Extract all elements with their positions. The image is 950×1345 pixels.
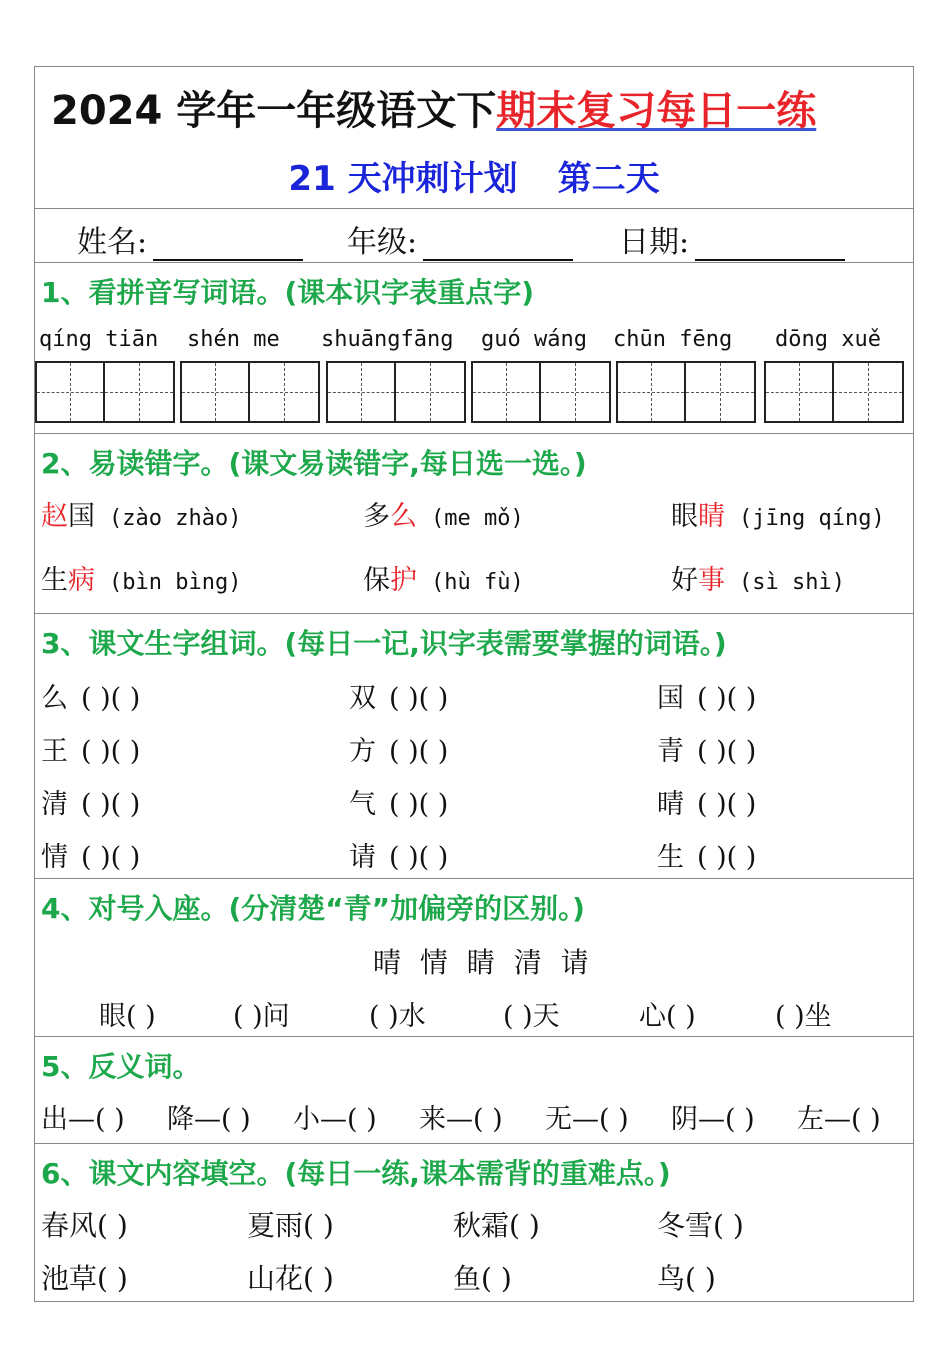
writing-grid[interactable] <box>326 361 466 423</box>
writing-grid[interactable] <box>616 361 756 423</box>
misread-item[interactable] <box>363 494 524 533</box>
question-4 <box>35 879 913 1037</box>
option-chars: 晴 情 睛 清 请 <box>373 946 589 979</box>
word-building-item[interactable] <box>349 729 448 768</box>
answer-blanks[interactable]: ( )( ) <box>81 736 141 767</box>
char: 请 <box>349 842 376 873</box>
subtitle-day: 第二天 <box>557 159 660 199</box>
char: 青 <box>657 736 684 767</box>
answer-blanks[interactable]: ( )( ) <box>81 683 141 714</box>
word-building-item[interactable] <box>41 676 140 715</box>
answer-blanks[interactable]: ( )( ) <box>81 789 141 820</box>
pinyin-choices: (jīng qíng) <box>739 506 885 531</box>
match-blank[interactable]: ( )水 <box>369 1001 426 1032</box>
answer-blanks[interactable]: ( )( ) <box>697 789 757 820</box>
misread-item[interactable] <box>671 494 885 533</box>
writing-grid[interactable] <box>180 361 320 423</box>
question-6 <box>35 1144 913 1303</box>
answer-blanks[interactable]: ( )( ) <box>697 736 757 767</box>
pinyin-label: shuāngfāng <box>321 327 454 352</box>
answer-blanks[interactable]: ( )( ) <box>697 842 757 873</box>
word-building-item[interactable] <box>349 676 448 715</box>
q1-heading: 1、看拼音写词语。(课本识字表重点字) <box>41 276 535 309</box>
date-label: 日期: <box>619 225 690 260</box>
worksheet-title <box>51 79 816 136</box>
fill-blank[interactable]: 山花( ) <box>247 1262 334 1295</box>
misread-item[interactable] <box>41 494 241 533</box>
antonym-blank[interactable]: 出—( ) <box>41 1104 125 1135</box>
name-blank[interactable] <box>153 233 303 261</box>
question-3 <box>35 614 913 879</box>
char: 国 <box>68 501 95 532</box>
pinyin-label: chūn fēng <box>613 327 733 352</box>
antonym-blank[interactable]: 无—( ) <box>545 1104 629 1135</box>
writing-grid[interactable] <box>35 361 175 423</box>
pinyin-label: shén me <box>187 327 280 352</box>
antonym-blank[interactable]: 阴—( ) <box>671 1104 755 1135</box>
char: 多 <box>363 501 390 532</box>
writing-grid[interactable] <box>764 361 904 423</box>
char: 方 <box>349 736 376 767</box>
grade-label: 年级: <box>347 225 418 260</box>
highlight-char: 赵 <box>41 501 68 532</box>
name-label: 姓名: <box>77 225 148 260</box>
q5-heading: 5、反义词。 <box>41 1050 201 1083</box>
char: 晴 <box>657 789 684 820</box>
word-building-item[interactable] <box>349 782 448 821</box>
word-building-item[interactable] <box>657 782 756 821</box>
q6-heading: 6、课文内容填空。(每日一练,课本需背的重难点。) <box>41 1157 671 1190</box>
antonym-blank[interactable]: 小—( ) <box>293 1104 377 1135</box>
word-building-item[interactable] <box>657 729 756 768</box>
question-2 <box>35 434 913 614</box>
answer-blanks[interactable]: ( )( ) <box>697 683 757 714</box>
char: 生 <box>657 842 684 873</box>
worksheet-subtitle <box>35 151 913 200</box>
question-5 <box>35 1037 913 1144</box>
writing-grid[interactable] <box>471 361 611 423</box>
antonym-blank[interactable]: 来—( ) <box>419 1104 503 1135</box>
fill-blank[interactable]: 池草( ) <box>41 1262 128 1295</box>
char: 好 <box>671 565 698 596</box>
q3-heading: 3、课文生字组词。(每日一记,识字表需要掌握的词语。) <box>41 627 727 660</box>
answer-blanks[interactable]: ( )( ) <box>389 736 449 767</box>
pinyin-choices: (hù fù) <box>431 570 524 595</box>
misread-item[interactable] <box>671 558 845 597</box>
highlight-char: 护 <box>390 565 417 596</box>
answer-blanks[interactable]: ( )( ) <box>81 842 141 873</box>
char: 么 <box>41 683 68 714</box>
char: 保 <box>363 565 390 596</box>
char: 国 <box>657 683 684 714</box>
word-building-item[interactable] <box>41 835 140 874</box>
pinyin-choices: (zào zhào) <box>109 506 242 531</box>
pinyin-choices: (me mǒ) <box>431 506 524 531</box>
date-field[interactable] <box>619 217 845 261</box>
char: 双 <box>349 683 376 714</box>
antonym-blank[interactable]: 降—( ) <box>167 1104 251 1135</box>
fill-blank[interactable]: 春风( ) <box>41 1209 128 1242</box>
highlight-char: 事 <box>698 565 725 596</box>
word-building-item[interactable] <box>41 729 140 768</box>
highlight-char: 病 <box>68 565 95 596</box>
word-building-item[interactable] <box>41 782 140 821</box>
pinyin-label: dōng xuě <box>775 327 881 352</box>
subtitle-plan: 21 天冲刺计划 <box>288 159 518 199</box>
title-black: 2024 学年一年级语文下 <box>51 88 497 134</box>
worksheet <box>34 66 914 1302</box>
grade-blank[interactable] <box>423 233 573 261</box>
fill-blank[interactable]: 夏雨( ) <box>247 1209 334 1242</box>
pinyin-label: qíng tiān <box>39 327 159 352</box>
char: 生 <box>41 565 68 596</box>
date-blank[interactable] <box>695 233 845 261</box>
match-blank[interactable]: ( )天 <box>503 1001 560 1032</box>
name-field[interactable] <box>77 217 303 261</box>
fill-blank[interactable]: 鸟( ) <box>657 1262 716 1295</box>
q2-heading: 2、易读错字。(课文易读错字,每日选一选。) <box>41 447 587 480</box>
match-blank[interactable]: ( )坐 <box>775 1001 832 1032</box>
antonym-blank[interactable]: 左—( ) <box>797 1104 881 1135</box>
title-red: 期末复习每日一练 <box>496 88 817 134</box>
char: 王 <box>41 736 68 767</box>
pinyin-choices: (bìn bìng) <box>109 570 242 595</box>
highlight-char: 睛 <box>698 501 725 532</box>
match-blank[interactable]: 心( ) <box>639 1001 696 1032</box>
char: 眼 <box>671 501 698 532</box>
highlight-char: 么 <box>390 501 417 532</box>
q4-heading: 4、对号入座。(分清楚“青”加偏旁的区别。) <box>41 892 585 925</box>
misread-item[interactable] <box>41 558 241 597</box>
fill-blank[interactable]: 秋霜( ) <box>453 1209 540 1242</box>
info-row <box>35 209 913 263</box>
word-building-item[interactable] <box>657 835 756 874</box>
pinyin-label: guó wáng <box>481 327 587 352</box>
fill-blank[interactable]: 鱼( ) <box>453 1262 512 1295</box>
word-building-item[interactable] <box>349 835 448 874</box>
char: 情 <box>41 842 68 873</box>
char: 清 <box>41 789 68 820</box>
worksheet-header <box>35 67 913 209</box>
char: 气 <box>349 789 376 820</box>
answer-blanks[interactable]: ( )( ) <box>389 842 449 873</box>
answer-blanks[interactable]: ( )( ) <box>389 683 449 714</box>
match-blank[interactable]: ( )问 <box>233 1001 290 1032</box>
match-blank[interactable]: 眼( ) <box>99 1001 156 1032</box>
grade-field[interactable] <box>347 217 573 261</box>
word-building-item[interactable] <box>657 676 756 715</box>
fill-blank[interactable]: 冬雪( ) <box>657 1209 744 1242</box>
question-1 <box>35 263 913 434</box>
answer-blanks[interactable]: ( )( ) <box>389 789 449 820</box>
misread-item[interactable] <box>363 558 524 597</box>
pinyin-choices: (sì shì) <box>739 570 845 595</box>
